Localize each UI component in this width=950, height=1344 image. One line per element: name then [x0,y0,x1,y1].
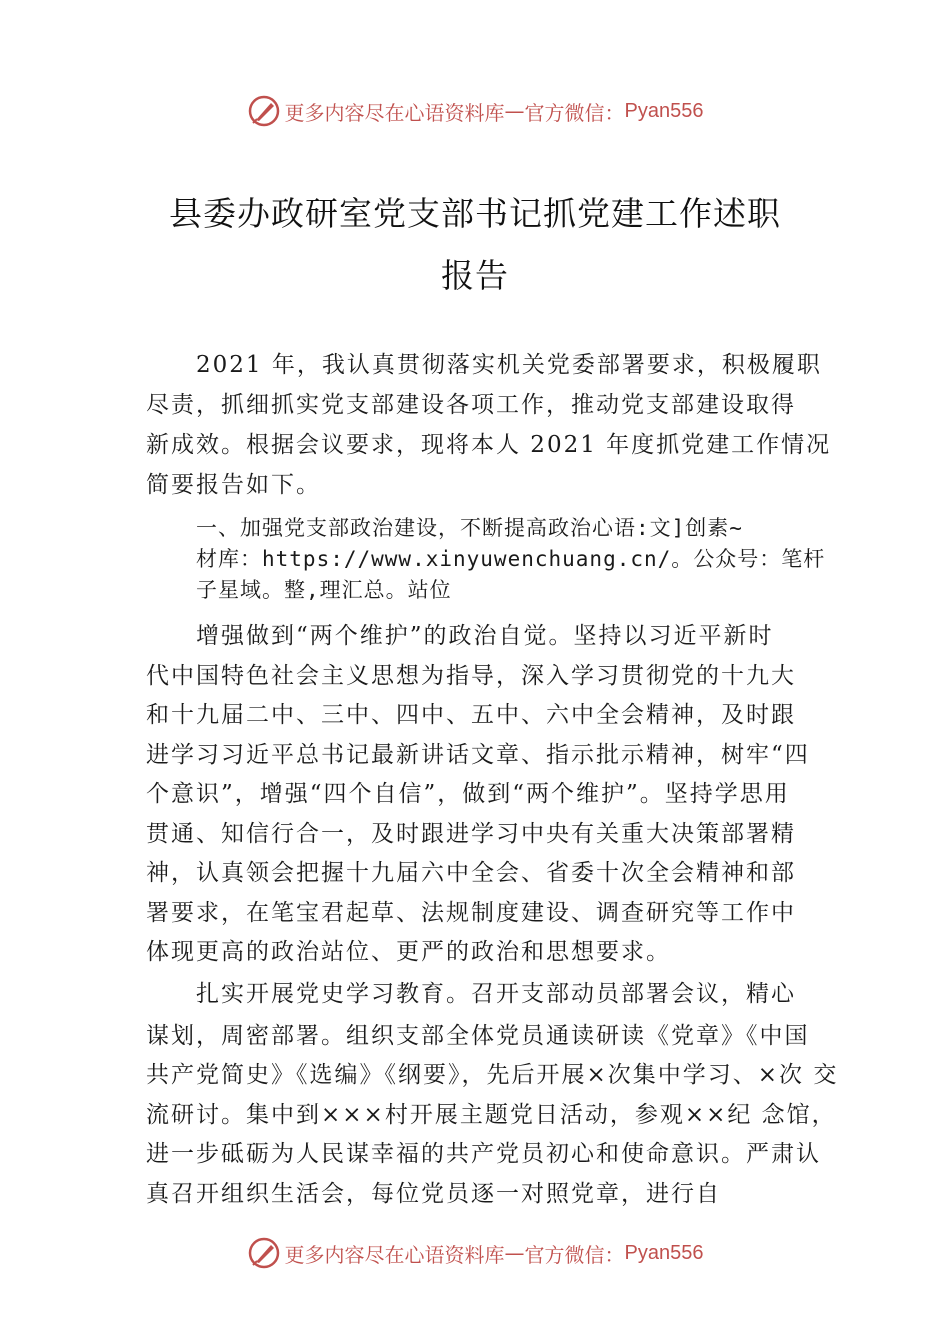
quill-logo-icon [247,94,281,128]
body-line: 和十九届二中、三中、四中、五中、六中全会精神，及时跟 [146,702,796,728]
banner-site-text: 更多内容尽在心语资料库 [284,100,505,125]
body-line: 2021 年，我认真贯彻落实机关党委部署要求，积极履职 [196,352,822,378]
body-line: 进一步砥砺为人民谋幸福的共产党员初心和使命意识。严肃认 [146,1141,821,1167]
banner-wechat-label: 官方微信： [524,100,625,125]
body-line: 贯通、知信行合一，及时跟进学习中央有关重大决策部署精 [146,821,796,847]
document-title-line-2: 报告 [441,256,509,295]
body-line: 尽责，抓细抓实党支部建设各项工作，推动党支部建设取得 [146,392,796,418]
section-heading-line: 一、加强党支部政治建设，不断提高政治心语:文]创素~ [196,516,743,540]
body-line: 署要求，在笔宝君起草、法规制度建设、调查研究等工作中 [146,900,796,926]
header-banner [0,94,950,128]
banner-wechat-id: Pyan556 [624,99,704,122]
body-line: 代中国特色社会主义思想为指导，深入学习贯彻党的十九大 [146,663,796,689]
banner-dash: — [504,1241,525,1265]
body-line: 简要报告如下。 [146,472,321,498]
body-line: 真召开组织生活会，每位党员逐一对照党章，进行自 [146,1181,721,1207]
body-line: 共产党简史》《选编》《纲要》，先后开展×次集中学习、×次 交 [146,1062,839,1088]
section-heading-line: 材库：https://www.xinyuwenchuang.cn/。公众号：笔杆 [196,547,826,571]
footer-banner [0,1236,950,1270]
body-line: 个意识”，增强“四个自信”，做到“两个维护”。坚持学思用 [146,781,790,807]
body-line: 体现更高的政治站位、更严的政治和思想要求。 [146,939,671,965]
body-line: 新成效。根据会议要求，现将本人 2021 年度抓党建工作情况 [146,432,832,458]
body-line: 流研讨。集中到×××村开展主题党日活动，参观××纪 念馆， [146,1102,837,1128]
document-title-line-1: 县委办政研室党支部书记抓党建工作述职 [169,194,781,233]
body-line: 进学习习近平总书记最新讲话文章、指示批示精神，树牢“四 [146,742,810,768]
body-line: 神，认真领会把握十九届六中全会、省委十次全会精神和部 [146,860,796,886]
banner-wechat-label: 官方微信： [524,1242,625,1267]
banner-site-text: 更多内容尽在心语资料库 [284,1242,505,1267]
banner-dash: — [504,99,525,123]
body-line: 谋划，周密部署。组织支部全体党员通读研读《党章》《中国 [146,1023,810,1049]
section-heading-line: 子星域。整,理汇总。站位 [196,578,452,602]
body-line: 扎实开展党史学习教育。召开支部动员部署会议，精心 [196,981,796,1007]
banner-wechat-id: Pyan556 [624,1241,704,1264]
quill-logo-icon [247,1236,281,1270]
body-line: 增强做到“两个维护”的政治自觉。坚持以习近平新时 [196,623,774,649]
